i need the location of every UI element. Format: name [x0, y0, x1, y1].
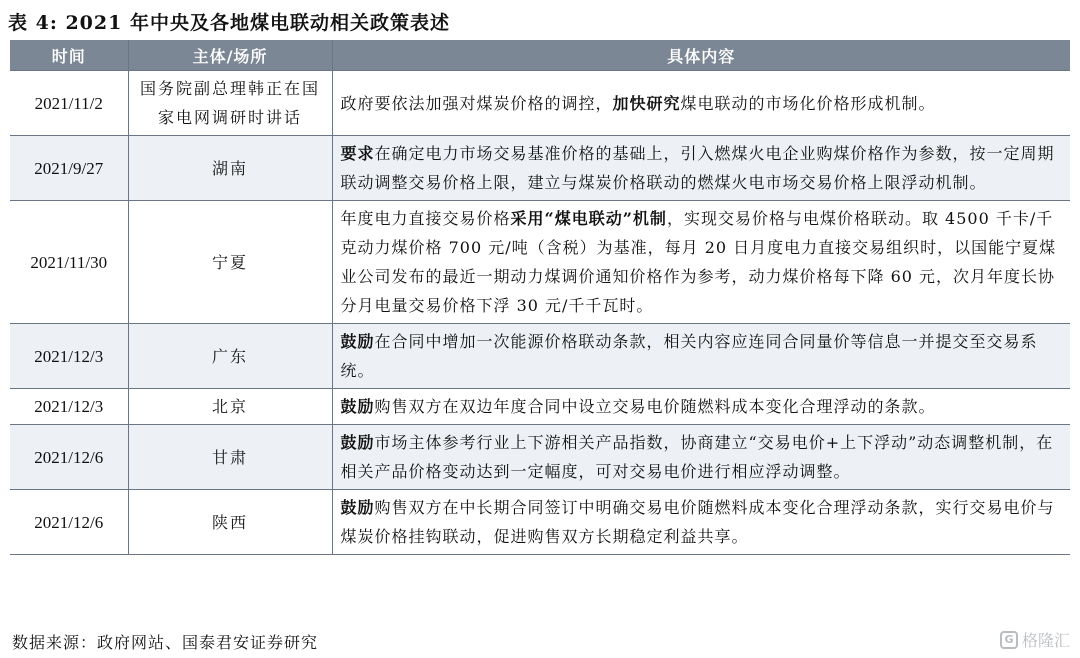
header-content: 具体内容 — [332, 40, 1070, 71]
table-row — [10, 201, 1070, 324]
content-emphasis: 鼓励 — [340, 397, 375, 416]
table-row — [10, 136, 1070, 201]
content-emphasis: 鼓励 — [340, 433, 375, 452]
content-text: 在确定电力市场交易基准价格的基础上，引入燃煤火电企业购煤价格作为参数，按一定周期联动调整交易价格上限，建立与煤炭价格联动的燃煤火电市场交易价格上限浮动机制。 — [340, 144, 1055, 192]
table-row — [10, 324, 1070, 389]
table-row — [10, 71, 1070, 136]
watermark-text: 格隆汇 — [1021, 631, 1070, 650]
content-text: 购售双方在双边年度合同中设立交易电价随燃料成本变化合理浮动的条款。 — [374, 397, 936, 416]
content-emphasis: 采用“煤电联动”机制 — [510, 209, 667, 228]
content-text: 政府要依法加强对煤炭价格的调控， — [340, 93, 613, 113]
cell-place: 陕西 — [128, 490, 332, 555]
table-row — [10, 425, 1070, 490]
content-emphasis: 加快研究 — [612, 93, 681, 113]
content-emphasis: 要求 — [340, 144, 375, 163]
cell-place: 甘肃 — [128, 425, 332, 490]
data-source-note: 数据来源：政府网站、国泰君安证券研究 — [12, 633, 319, 652]
cell-content — [332, 490, 1070, 555]
content-text: 年度电力直接交易价格 — [340, 209, 511, 228]
table-body — [10, 71, 1070, 555]
cell-date: 2021/11/30 — [10, 201, 128, 324]
cell-content — [332, 71, 1070, 136]
cell-place: 宁夏 — [128, 201, 332, 324]
table-header-row — [10, 40, 1070, 71]
gelonghui-logo-icon: G — [1000, 631, 1018, 649]
policy-table — [10, 40, 1070, 555]
header-date: 时间 — [10, 40, 128, 71]
cell-content — [332, 324, 1070, 389]
cell-place: 北京 — [128, 389, 332, 425]
content-text: ，实现交易价格与电煤价格联动。取 4500 千卡/千克动力煤价格 700 元/吨（含税）为基准，每月 20 日月度电力直接交易组织时，以国能宁夏煤业公司发布的最近一期动力煤调价通知价格作为参考，动力煤价格每下降 60 元，次月年度长协分月电量交易价格下浮 30 元/千千瓦时。 — [340, 209, 1057, 315]
cell-date: 2021/12/6 — [10, 490, 128, 555]
cell-date: 2021/12/3 — [10, 389, 128, 425]
table-row — [10, 490, 1070, 555]
content-emphasis: 鼓励 — [340, 498, 375, 517]
content-text: 在合同中增加一次能源价格联动条款，相关内容应连同合同量价等信息一并提交至交易系统。 — [340, 332, 1038, 380]
cell-place: 湖南 — [128, 136, 332, 201]
content-text: 煤电联动的市场化价格形成机制。 — [680, 93, 936, 113]
cell-date: 2021/12/3 — [10, 324, 128, 389]
content-text: 购售双方在中长期合同签订中明确交易电价随燃料成本变化合理浮动条款，实行交易电价与煤炭价格挂钩联动，促进购售双方长期稳定利益共享。 — [340, 498, 1055, 546]
table-title: 表 4: 2021 年中央及各地煤电联动相关政策表述 — [8, 12, 450, 34]
cell-content — [332, 389, 1070, 425]
cell-place: 国务院副总理韩正在国家电网调研时讲话 — [128, 71, 332, 136]
table-row — [10, 389, 1070, 425]
cell-date: 2021/11/2 — [10, 71, 128, 136]
watermark — [1000, 628, 1070, 651]
content-text: 市场主体参考行业上下游相关产品指数，协商建立“交易电价+上下浮动”动态调整机制，在相关产品价格变动达到一定幅度，可对交易电价进行相应浮动调整。 — [340, 433, 1054, 481]
cell-place: 广东 — [128, 324, 332, 389]
cell-date: 2021/12/6 — [10, 425, 128, 490]
cell-date: 2021/9/27 — [10, 136, 128, 201]
content-emphasis: 鼓励 — [340, 332, 375, 351]
cell-content — [332, 425, 1070, 490]
cell-content — [332, 136, 1070, 201]
cell-content — [332, 201, 1070, 324]
header-place: 主体/场所 — [128, 40, 332, 71]
